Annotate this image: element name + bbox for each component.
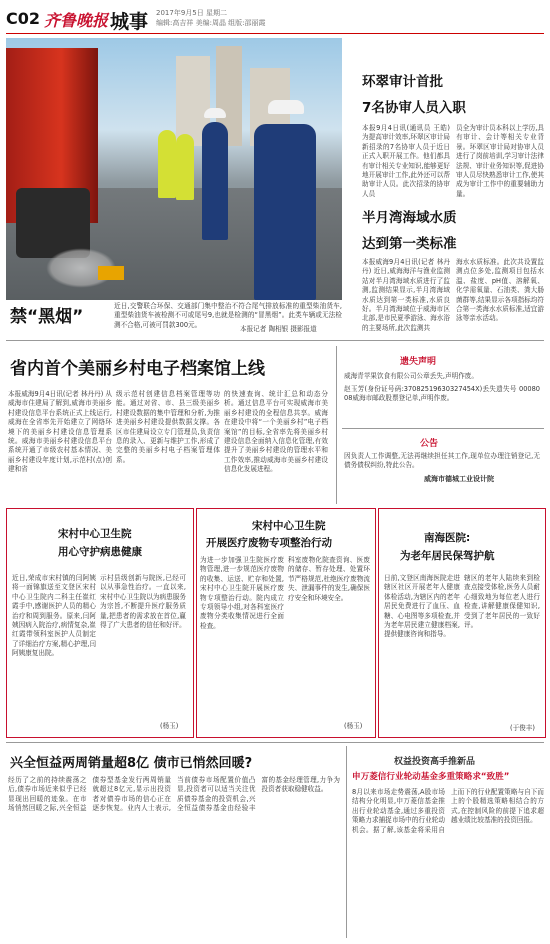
emission-tester <box>98 266 124 280</box>
hospital-left-col2: 示村县级创新与院医,已经可以从事急性治疗。一直以来,宋村中心卫生院以为病患服务为宗旨,不断提升医疗服务质量,把患者的需求放在首位,赢得了广大患者的信任和好评。 <box>100 574 186 630</box>
hospital-left-title-1: 宋村中心卫生院 <box>58 528 132 540</box>
notice-public-signer: 威海市德城工业设计院 <box>424 475 494 483</box>
notice-lost-item-1: 威海青苹果饮食有限公司公章丢失,声明作废。 <box>344 372 478 380</box>
water-headline-1: 半月湾海域水质 <box>362 210 457 226</box>
officer-1 <box>202 122 228 240</box>
main-col2: 级示范村创建信息档案管理等功能。通过对省、市、县三级美丽乡村建设数据的集中管理和分析,为推进美丽乡村建设提供数据支撑。各区市住建局设立专门管理员,负责信息的录入、更新与维护工作,形成了完整的美丽乡村电子档案管理体系。 <box>116 390 220 464</box>
bottom-right-rule <box>346 746 347 938</box>
notice-public-body: 因负责人工作调整,无法再继续担任其工作,现单位办理注销登记,无债务债权纠纷,特此公告。 <box>344 452 540 470</box>
date-line: 2017年9月5日 星期二 <box>156 9 227 17</box>
hospital-left-byline: (杨玉) <box>160 722 179 730</box>
fund-body: 经历了之前的持续震荡之后,债券市场近来似乎已经显现出回暖的迹象。在市场悄然回暖之际,兴全恒益债券型基金发行两周销量就超过8亿元,显示出投资者对债券市场的信心正在逐步恢复。业内人士表示,当前债券市场配置价值凸显,投资者可以适当关注优质债券基金的投资机会,兴全恒益债券基金由经验丰富的基金经理管理,力争为投资者获取稳健收益。 <box>8 776 340 813</box>
main-col3: 的快速查询、统计汇总和动态分析。通过信息平台可实现威海市美丽乡村建设的全程信息共享。威海在建设中将“一个美丽乡村”电子档案馆”的目标,全省率先将美丽乡村建设信息全面纳入信息化管理,有效提升了美丽乡村建设的管理水平和工作效率,推动威海市美丽乡村建设信息化发展进程。 <box>224 390 328 474</box>
photo-caption: 近日,交警联合环保、交通部门集中整治不符合尾气排放标准的重型柴油货车,重型柴油货车被检测不可或尾号9,也就是检测的“冒黑烟”。此类车辆或无法检测不合格,可被可罚款300元。 <box>114 302 342 329</box>
fund-headline: 兴全恒益两周销量超8亿 债市已悄然回暖? <box>10 756 253 771</box>
hospital-right-byline: (于俊丰) <box>510 724 535 732</box>
audit-body-col1: 本报9月4日讯(通讯员 王皓) 为提高审计效率,环翠区审计局新招录的7名协审人员于近日正式入职开展工作。他们都具有审计相关专业知识,能够更好地开展审计工作,此外还可以帮助审计人员。此次招录的协审人员 <box>362 124 450 198</box>
notice-divider <box>342 428 544 429</box>
photo-inspection <box>6 38 342 300</box>
editor-line: 编辑:高吉祥 美编:周晶 组版:邵丽霞 <box>156 19 266 27</box>
notice-left-rule <box>336 346 337 504</box>
water-body-col1: 本报威海9月4日讯(记者 林丹丹) 近日,威海海洋与渔业监测站对半月湾海域水质进行了监测,监测结果显示,半月湾海域水质达到第一类标准,水质良好。半月湾海域位于威海市区北部,是市民夏季游泳、海水浴的主要场所,此次监测共 <box>362 258 450 332</box>
hospital-left-title-2: 用心守护病患健康 <box>58 546 142 558</box>
section-title: 城事 <box>110 11 149 33</box>
hospital-left-col1: 近日,荣成市宋村镇的闫阿姨将一面锦旗送至文登区宋村中心卫生院内二科主任崔红霞手中,感谢医护人员的精心治疗和周到服务。原来,闫阿姨因病入院治疗,病情复杂,崔红霞带领科室医护人员制定了详细治疗方案,精心护理,闫阿姨康复出院。 <box>12 574 96 658</box>
officer-vest-1 <box>158 130 176 198</box>
officer-vest-2 <box>176 134 194 200</box>
masthead <box>6 6 544 32</box>
water-body-col2: 海水水质标准。此次共设置监测点位多处,监测项目包括水温、盐度、pH值、溶解氧、化学需氧量、石油类、粪大肠菌群等,结果显示各项指标均符合第一类海水水质标准,适宜游泳等亲水活动。 <box>456 258 544 323</box>
audit-headline-1: 环翠审计首批 <box>362 74 443 90</box>
water-headline-2: 达到第一类标准 <box>362 236 457 252</box>
hospital-right-col1: 日前,文登区南海医院走进辖区社区开展老年人健康体检活动,为辖区内的老年居民免费进行了血压、血糖、心电图等多项检查,并为老年居民建立健康档案,提供健康咨询和指导。 <box>384 574 460 639</box>
audit-body-col2: 员全为审计员本科以上学历,具有审计、会计等相关专业背景。环翠区审计局对协审人员进行了岗前培训,学习审计法律法规、审计业务知识等,促进协审人员尽快熟悉审计工作,使其成为审计工作中的重要辅助力量。 <box>456 124 544 198</box>
divider-bottom <box>6 742 544 743</box>
hospital-right-col2: 辖区的老年人陆续来到检查点接受体检,医务人员耐心细致地为每位老人进行检查,讲解健康保健知识,受到了老年居民的一致好评。 <box>464 574 540 630</box>
hospital-right-title-2: 为老年居民保驾护航 <box>400 550 495 562</box>
officer-2 <box>254 124 316 300</box>
officer-cap-1 <box>204 108 226 118</box>
notice-lost-item-2: 赵玉芳(身份证号码:37082519630327454X)丢失遗失号 0008008威海市邮政股票登记单,声明作废。 <box>344 385 540 403</box>
divider-top <box>6 340 544 341</box>
notice-public-title: 公告 <box>420 439 439 449</box>
hospital-mid-title-2: 开展医疗废物专项整治行动 <box>206 537 332 549</box>
audit-headline-2: 7名协审人员入职 <box>362 100 466 116</box>
photo-headline: 禁“黑烟” <box>10 307 84 327</box>
fund2-label: 权益投资高手推新品 <box>394 757 476 767</box>
hospital-right-title-1: 南海医院: <box>424 532 471 544</box>
photo-byline: 本报记者 陶相银 摄影报道 <box>240 325 317 333</box>
main-headline: 省内首个美丽乡村电子档案馆上线 <box>10 359 265 379</box>
notice-lost-title: 遗失声明 <box>400 357 437 367</box>
hospital-mid-title-1: 宋村中心卫生院 <box>252 520 326 532</box>
brand-logo: 齐鲁晚报 <box>44 11 109 30</box>
hospital-mid-col2: 科室废物化院查资询、医废的储存、暂存处理、处置环节严格规范,杜绝医疗废物流失、泄漏事件的发生,确保医疗安全和环境安全。 <box>288 556 370 602</box>
officer-cap-2 <box>268 100 304 114</box>
hospital-mid-col1: 为进一步加强卫生院医疗废物管理,进一步规范医疗废物的收集、运送、贮存和处置,宋村中心卫生院开展医疗废物专项整治行动。院内成立专项领导小组,对各科室医疗废物分类收集情况进行全面检查。 <box>200 556 284 630</box>
fund2-body: 8月以来市场走势震荡,A股市场结构分化明显,申万菱信基金推出行业轮动基金,通过多重投资策略力求捕捉市场中的行业轮动机会。据了解,该基金将采用自上而下的行业配置策略与自下而上的个股精选策略相结合的方式,在控制风险的前提下追求超越业绩比较基准的投资回报。 <box>352 788 544 834</box>
page-code: C02 <box>6 9 41 28</box>
hospital-mid-byline: (杨玉) <box>344 722 363 730</box>
main-col1: 本报威海9月4日讯(记者 林丹丹) 从威海市住建局了解到,威海市美丽乡村建设信息平台系统正式上线运行,威海在全省率先开始建立了网络环境下的美丽乡村建设信息管理系统。威海市美丽乡村建设信息平台系统开通了市级农村基本情况、美丽乡村建设年度计划,示范村(点)创建和省 <box>8 390 112 474</box>
fund2-headline: 申万菱信行业轮动基金多重策略求“致胜” <box>352 772 510 782</box>
masthead-rule <box>6 33 544 34</box>
